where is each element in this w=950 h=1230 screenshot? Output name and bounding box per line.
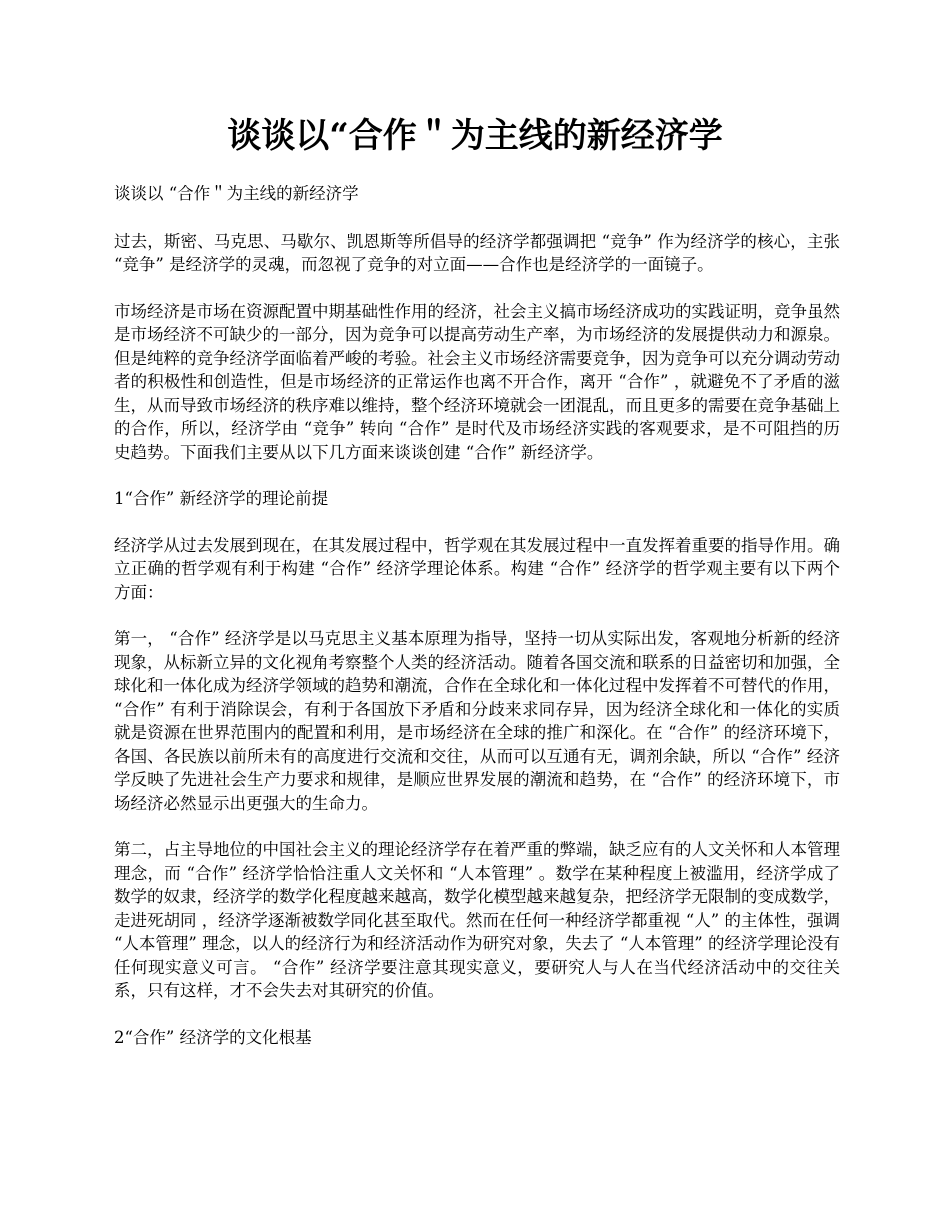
paragraph-intro: 过去，斯密、马克思、马歇尔、凯恩斯等所倡导的经济学都强调把 “竞争” 作为经济学的核心，主张 “竞争” 是经济学的灵魂，而忽视了竞争的对立面——合作也是经济学的一面镜子。 [114, 231, 840, 274]
paragraph-market-economy: 市场经济是市场在资源配置中期基础性作用的经济，社会主义搞市场经济成功的实践证明，竞争虽然是市场经济不可缺少的一部分，因为竞争可以提高劳动生产率，为市场经济的发展提供动力和源泉。但是纯粹的竞争经济学面临着严峻的考验。社会主义市场经济需要竞争，因为竞争可以充分调动劳动者的积极性和创造性，但是市场经济的正常运作也离不开合作，离开 “合作” ，就避免不了矛盾的滋生，从而导致市场经济的秩序难以维持，整个经济环境就会一团混乱，而且更多的需要在竞争基础上的合作，所以，经济学由 “竞争” 转向 “合作” 是时代及市场经济实践的客观要求，是不可阻挡的历史趋势。下面我们主要从以下几方面来谈谈创建 “合作” 新经济学。 [114, 301, 840, 462]
document-title: 谈谈以“合作＂为主线的新经济学 [227, 116, 723, 156]
paragraph-philosophy: 经济学从过去发展到现在，在其发展过程中，哲学观在其发展过程中一直发挥着重要的指导作用。确立正确的哲学观有利于构建 “合作” 经济学理论体系。构建 “合作” 经济学的哲学观主要有以下两个方面： [114, 535, 840, 602]
paragraph-first-point: 第一， “合作” 经济学是以马克思主义基本原理为指导，坚持一切从实际出发，客观地分析新的经济现象，从标新立异的文化视角考察整个人类的经济活动。随着各国交流和联系的日益密切和加强，全球化和一体化成为经济学领域的趋势和潮流，合作在全球化和一体化过程中发挥着不可替代的作用， “合作” 有利于消除误会，有利于各国放下矛盾和分歧来求同存异，因为经济全球化和一体化的实质就是资源在世界范围内的配置和利用，是市场经济在全球的推广和深化。在 “合作” 的经济环境下，各国、各民族以前所未有的高度进行交流和交往，从而可以互通有无，调剂余缺，所以 “合作” 经济学反映了先进社会生产力要求和规律，是顺应世界发展的潮流和趋势，在 “合作” 的经济环境下，市场经济必然显示出更强大的生命力。 [114, 629, 840, 813]
section-heading-2: 2“合作” 经济学的文化根基 [114, 1027, 312, 1047]
document-subtitle: 谈谈以 “合作＂为主线的新经济学 [114, 184, 359, 203]
section-heading-1: 1“合作” 新经济学的理论前提 [114, 489, 329, 508]
paragraph-second-point: 第二，占主导地位的中国社会主义的理论经济学存在着严重的弊端，缺乏应有的人文关怀和人本管理理念，而 “合作” 经济学恰恰注重人文关怀和 “人本管理” 。数学在某种程度上被滥用，经济学成了数学的奴隶，经济学的数学化程度越来越高，数学化模型越来越复杂，把经济学无限制的变成数学，走进死胡同 ，经济学逐渐被数学同化甚至取代。然而在任何一种经济学都重视 “人” 的主体性，强调 “人本管理” 理念，以人的经济行为和经济活动作为研究对象，失去了 “人本管理” 的经济学理论没有任何现实意义可言。 “合作” 经济学要注意其现实意义，要研究人与人在当代经济活动中的交往关系，只有这样，才不会失去对其研究的价值。 [114, 840, 840, 1000]
document-body [114, 182, 840, 1072]
